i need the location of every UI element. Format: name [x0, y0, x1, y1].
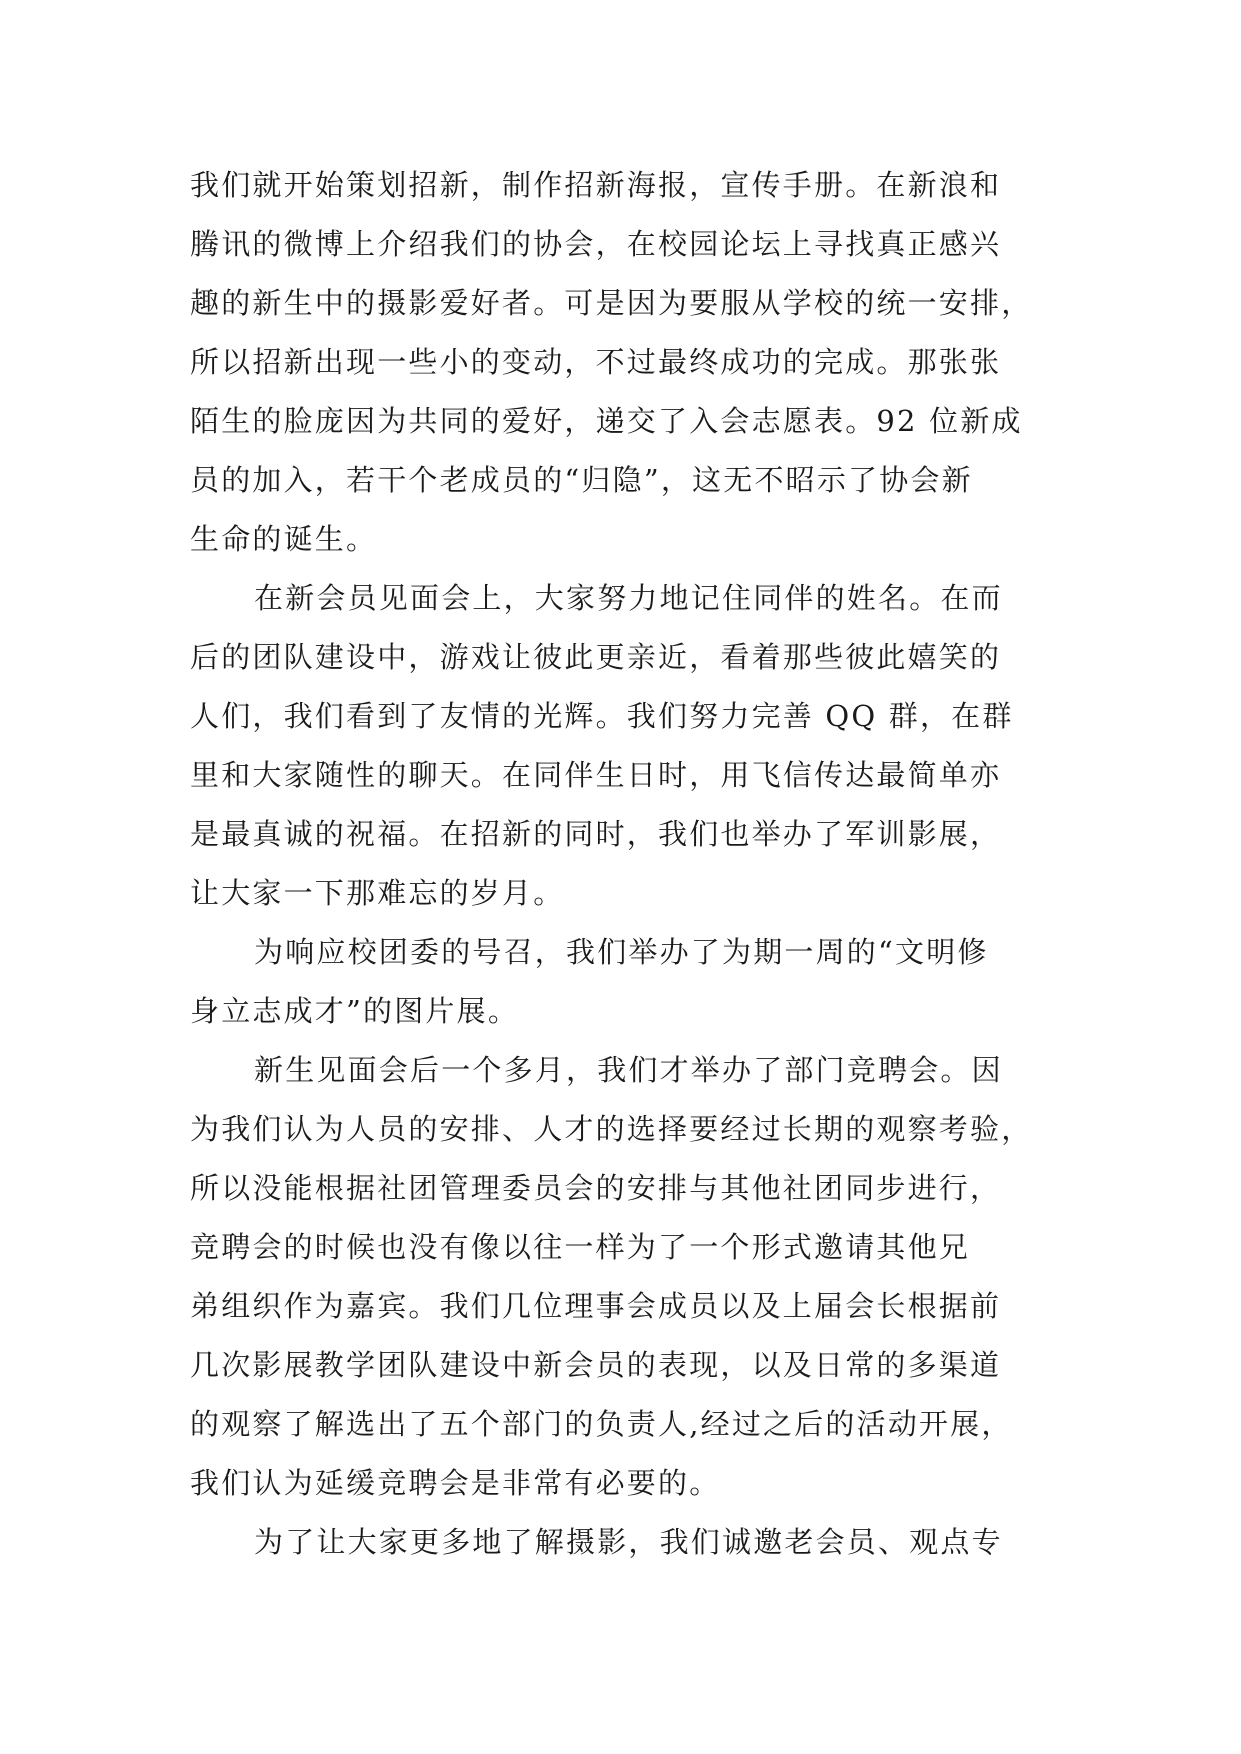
text-line: 所以招新出现一些小的变动，不过最终成功的完成。那张张: [190, 345, 1002, 379]
text-line: 生命的诞生。: [190, 522, 378, 556]
paragraph-start-line: 新生见面会后一个多月，我们才举办了部门竞聘会。因: [254, 1053, 1003, 1087]
text-line: 陌生的脸庞因为共同的爱好，递交了入会志愿表。92 位新成: [190, 404, 1023, 438]
text-line: 腾讯的微博上介绍我们的协会，在校园论坛上寻找真正感兴: [190, 227, 1002, 261]
text-line: 身立志成才”的图片展。: [190, 994, 520, 1028]
paragraph-start-line: 为了让大家更多地了解摄影，我们诚邀老会员、观点专: [254, 1525, 1003, 1559]
body-text: [190, 156, 1090, 1572]
paragraph-start-line: 为响应校团委的号召，我们举办了为期一周的“文明修: [254, 935, 989, 969]
text-line: 人们，我们看到了友情的光辉。我们努力完善 QQ 群，在群: [190, 699, 1014, 733]
text-line: 为我们认为人员的安排、人才的选择要经过长期的观察考验，: [190, 1112, 1033, 1146]
text-line: 员的加入，若干个老成员的“归隐”，这无不昭示了协会新: [190, 463, 973, 497]
paragraph-start-line: 在新会员见面会上，大家努力地记住同伴的姓名。在而: [254, 581, 1003, 615]
text-line: 趣的新生中的摄影爱好者。可是因为要服从学校的统一安排，: [190, 286, 1033, 320]
text-line: 是最真诚的祝福。在招新的同时，我们也举办了军训影展，: [190, 817, 1002, 851]
text-line: 我们就开始策划招新，制作招新海报，宣传手册。在新浪和: [190, 168, 1002, 202]
text-line: 后的团队建设中，游戏让彼此更亲近，看着那些彼此嬉笑的: [190, 640, 1002, 674]
text-line: 的观察了解选出了五个部门的负责人,经过之后的活动开展，: [190, 1407, 1013, 1441]
text-line: 所以没能根据社团管理委员会的安排与其他社团同步进行，: [190, 1171, 1002, 1205]
text-line: 竞聘会的时候也没有像以往一样为了一个形式邀请其他兄: [190, 1230, 971, 1264]
text-line: 让大家一下那难忘的岁月。: [190, 876, 565, 910]
text-line: 弟组织作为嘉宾。我们几位理事会成员以及上届会长根据前: [190, 1289, 1002, 1323]
text-line: 几次影展教学团队建设中新会员的表现，以及日常的多渠道: [190, 1348, 1002, 1382]
text-line: 里和大家随性的聊天。在同伴生日时，用飞信传达最简单亦: [190, 758, 1002, 792]
text-line: 我们认为延缓竞聘会是非常有必要的。: [190, 1466, 721, 1500]
